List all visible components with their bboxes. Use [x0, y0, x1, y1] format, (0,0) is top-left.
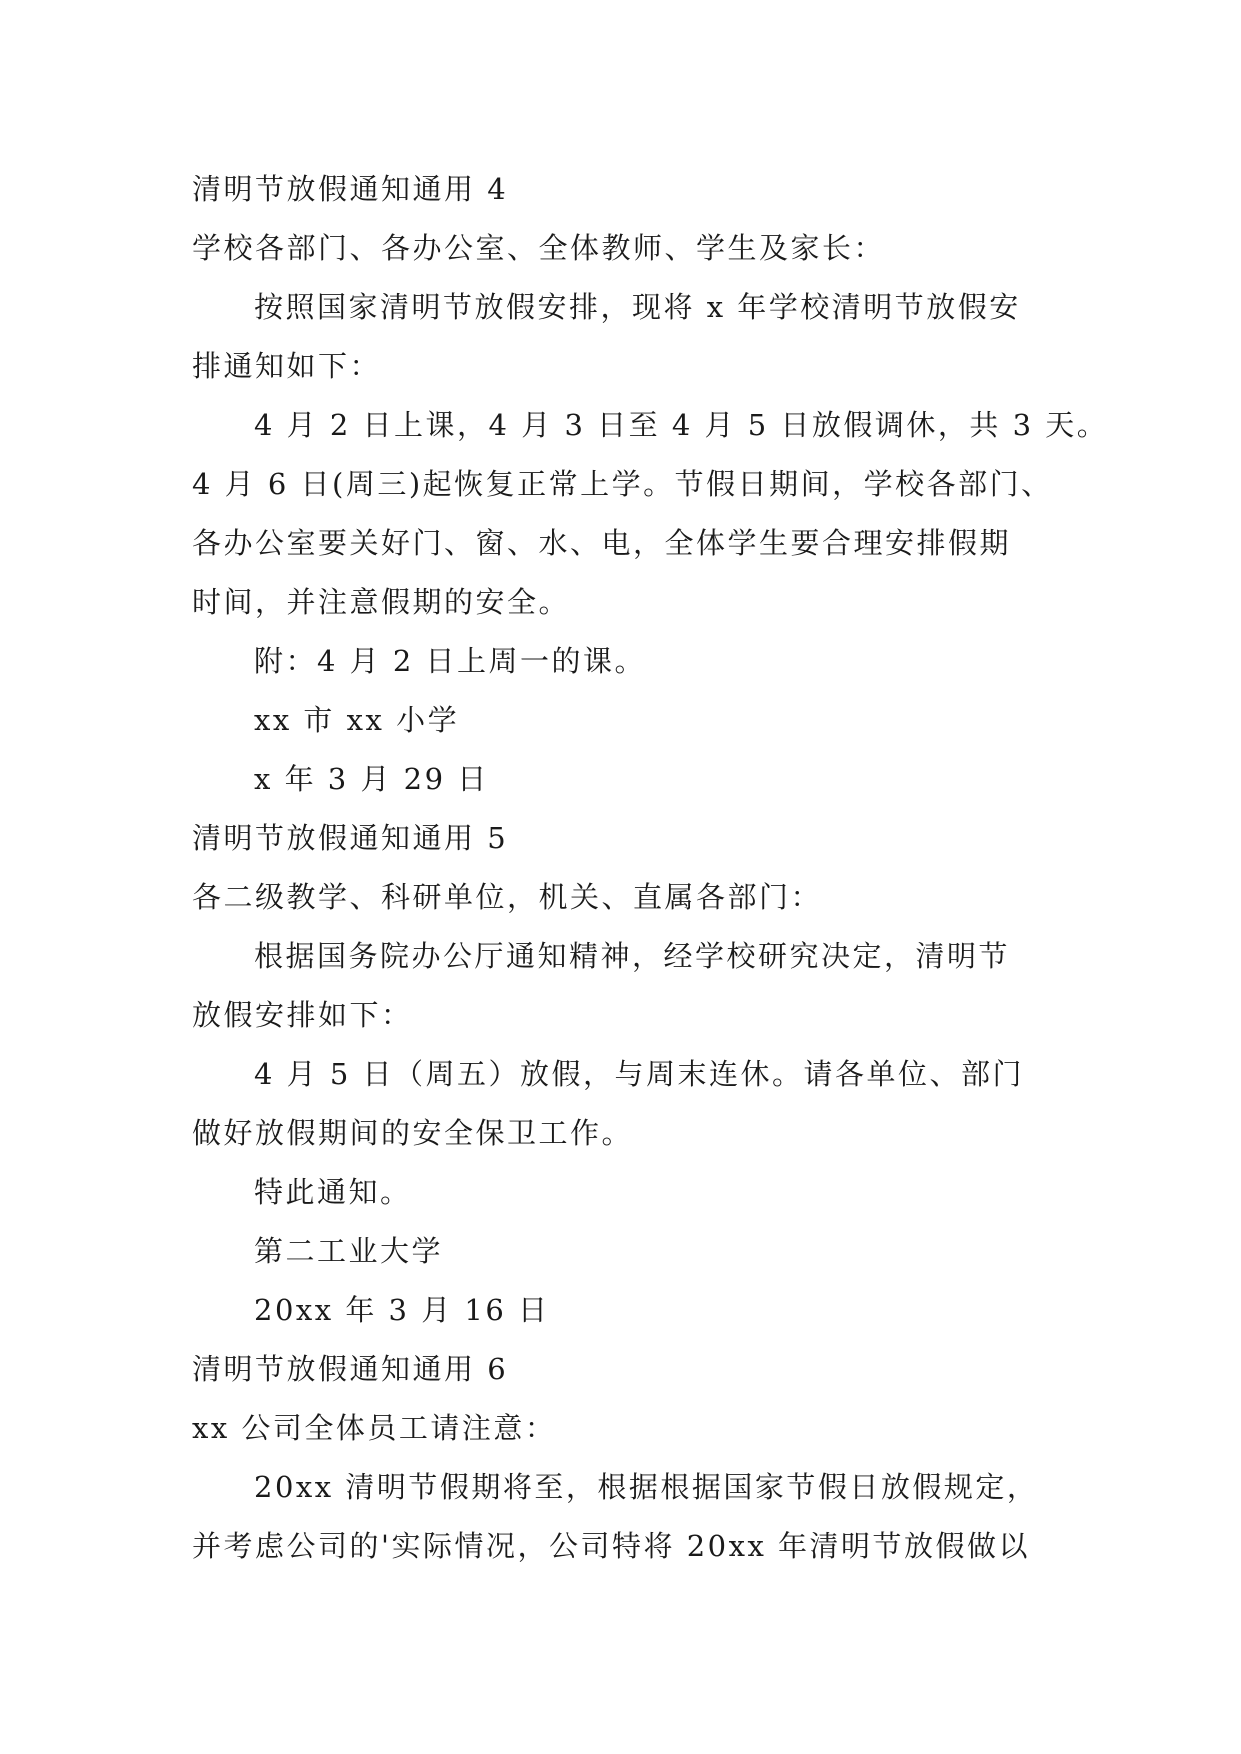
section-title-5: 清明节放假通知通用 5 [192, 821, 509, 855]
section-title-4: 清明节放假通知通用 4 [192, 172, 509, 206]
paragraph-line: 时间，并注意假期的安全。 [192, 585, 571, 619]
paragraph-line: 根据国务院办公厅通知精神，经学校研究决定，清明节 [254, 939, 1011, 973]
document-body [192, 160, 1109, 1576]
paragraph-line: 排通知如下： [192, 349, 382, 383]
signature-date: 20xx 年 3 月 16 日 [254, 1293, 550, 1327]
paragraph-line: 各办公室要关好门、窗、水、电，全体学生要合理安排假期 [192, 526, 1012, 560]
paragraph-line: 做好放假期间的安全保卫工作。 [192, 1116, 634, 1150]
paragraph-line: 4 月 2 日上课，4 月 3 日至 4 月 5 日放假调休，共 3 天。 [254, 408, 1109, 442]
paragraph-line: 4 月 5 日（周五）放假，与周末连休。请各单位、部门 [254, 1057, 1025, 1091]
paragraph-line: 4 月 6 日(周三)起恢复正常上学。节假日期间，学校各部门、 [192, 467, 1053, 501]
signature-org: 第二工业大学 [254, 1234, 444, 1268]
signature-date: x 年 3 月 29 日 [254, 762, 489, 796]
paragraph-line: 20xx 清明节假期将至，根据根据国家节假日放假规定， [254, 1470, 1039, 1504]
signature-org: xx 市 xx 小学 [254, 703, 460, 737]
section-title-6: 清明节放假通知通用 6 [192, 1352, 509, 1386]
note-line: 附：4 月 2 日上周一的课。 [254, 644, 647, 678]
paragraph-line: 并考虑公司的'实际情况，公司特将 20xx 年清明节放假做以 [192, 1529, 1031, 1563]
salutation-line: 学校各部门、各办公室、全体教师、学生及家长： [192, 231, 886, 265]
closing-line: 特此通知。 [254, 1175, 412, 1209]
salutation-line: 各二级教学、科研单位，机关、直属各部门： [192, 880, 823, 914]
paragraph-line: 按照国家清明节放假安排，现将 x 年学校清明节放假安 [254, 290, 1021, 324]
paragraph-line: 放假安排如下： [192, 998, 413, 1032]
salutation-line: xx 公司全体员工请注意： [192, 1411, 557, 1445]
